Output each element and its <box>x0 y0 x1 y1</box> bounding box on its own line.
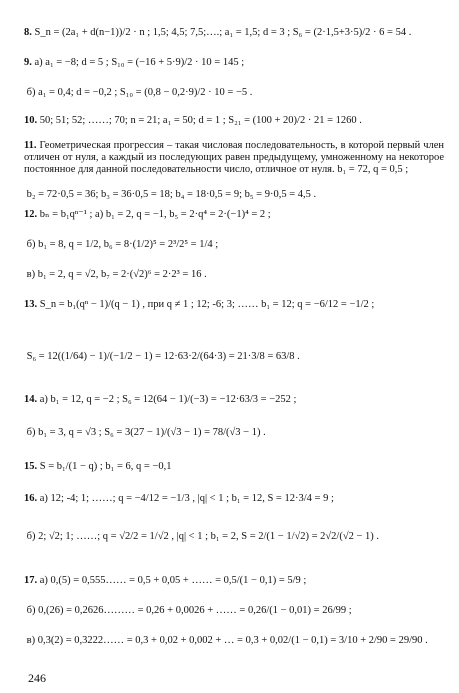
problem-text: б) b₁ = 3, q = √3 ; S₆ = 3(27 − 1)/(√3 − 1) = 78/(√3 − 1) . <box>26 427 266 438</box>
problem-text: в) b₁ = 2, q = √2, b₇ = 2·(√2)⁶ = 2·2³ = 16 . <box>26 269 207 280</box>
problem-text: Геометрическая прогрессия – такая числовая последовательность, в которой первый член отличен от нуля, а каждый из последующих равен предыдущему, умноженному на некоторое постоянное для данной последовательности число, отличное от нуля. b₁ = 72, q = 0,5 ; <box>24 140 445 175</box>
page-number: 246 <box>28 671 46 685</box>
problem-number: 10. <box>24 115 38 126</box>
problem-text: S = b₁/(1 − q) ; b₁ = 6, q = −0,1 <box>39 461 172 472</box>
problem-text: б) a₁ = 0,4; d = −0,2 ; S₁₀ = (0,8 − 0,2·9)/2 · 10 = −5 . <box>26 87 253 98</box>
problem-13a <box>24 300 374 311</box>
problem-14b <box>24 428 266 439</box>
problem-number: 9. <box>24 57 32 68</box>
problem-17a <box>24 576 306 587</box>
problem-number: 8. <box>24 27 32 38</box>
problem-number: 14. <box>24 394 38 405</box>
problem-9b <box>24 88 252 99</box>
problem-text: b₂ = 72·0,5 = 36; b₃ = 36·0,5 = 18; b₄ = 18·0,5 = 9; b₅ = 9·0,5 = 4,5 . <box>26 189 317 200</box>
problem-text: а) 0,(5) = 0,555…… = 0,5 + 0,05 + …… = 0,5/(1 − 0,1) = 5/9 ; <box>39 575 307 586</box>
problem-text: bₙ = b₁qⁿ⁻¹ ; а) b₁ = 2, q = −1, b₅ = 2·q⁴ = 2·(−1)⁴ = 2 ; <box>39 209 271 220</box>
problem-text: б) b₁ = 8, q = 1/2, b₆ = 8·(1/2)⁵ = 2³/2⁵ = 1/4 ; <box>26 239 219 250</box>
problem-number: 16. <box>24 493 38 504</box>
problem-8 <box>24 28 411 39</box>
problem-number: 13. <box>24 299 38 310</box>
problem-number: 17. <box>24 575 38 586</box>
problem-text: S_n = (2a₁ + d(n−1))/2 · n ; 1,5; 4,5; 7,5;….; a₁ = 1,5; d = 3 ; S₆ = (2·1,5+3·5)/2 · 6 = 54 . <box>34 27 412 38</box>
problem-15 <box>24 462 171 473</box>
problem-14a <box>24 395 296 406</box>
problem-12c <box>24 270 207 281</box>
problem-text: а) 12; -4; 1; ……; q = −4/12 = −1/3 , |q| < 1 ; b₁ = 12, S = 12·3/4 = 9 ; <box>39 493 334 504</box>
problem-text: а) a₁ = −8; d = 5 ; S₁₀ = (−16 + 5·9)/2 · 10 = 145 ; <box>34 57 245 68</box>
problem-text: б) 2; √2; 1; ……; q = √2/2 = 1/√2 , |q| < 1 ; b₁ = 2, S = 2/(1 − 1/√2) = 2√2/(√2 − 1) . <box>26 531 380 542</box>
problem-text: 50; 51; 52; ……; 70; n = 21; a₁ = 50; d = 1 ; S₂₁ = (100 + 20)/2 · 21 = 1260 . <box>39 115 362 126</box>
problem-9a <box>24 58 244 69</box>
problem-16b <box>24 532 379 543</box>
problem-text: S₆ = 12((1/64) − 1)/(−1/2 − 1) = 12·63·2/(64·3) = 21·3/8 = 63/8 . <box>26 351 300 362</box>
problem-17c <box>24 636 428 647</box>
problem-text: а) b₁ = 12, q = −2 ; S₆ = 12(64 − 1)/(−3) = −12·63/3 = −252 ; <box>39 394 297 405</box>
problem-text: б) 0,(26) = 0,2626……… = 0,26 + 0,0026 + …… = 0,26/(1 − 0,01) = 26/99 ; <box>26 605 352 616</box>
problem-number: 11. <box>24 140 37 151</box>
problem-number: 12. <box>24 209 38 220</box>
problem-17b <box>24 606 352 617</box>
problem-10 <box>24 116 362 127</box>
problem-11 <box>24 140 444 176</box>
problem-text: S_n = b₁(qⁿ − 1)/(q − 1) , при q ≠ 1 ; 12; -6; 3; …… b₁ = 12; q = −6/12 = −1/2 ; <box>39 299 375 310</box>
problem-number: 15. <box>24 461 38 472</box>
problem-13b <box>24 352 300 363</box>
problem-12a <box>24 210 271 221</box>
problem-16a <box>24 494 334 505</box>
problem-11b <box>24 190 316 201</box>
problem-text: в) 0,3(2) = 0,3222…… = 0,3 + 0,02 + 0,002 + … = 0,3 + 0,02/(1 − 0,1) = 3/10 + 2/90 = 29/90 . <box>26 635 428 646</box>
problem-12b <box>24 240 218 251</box>
